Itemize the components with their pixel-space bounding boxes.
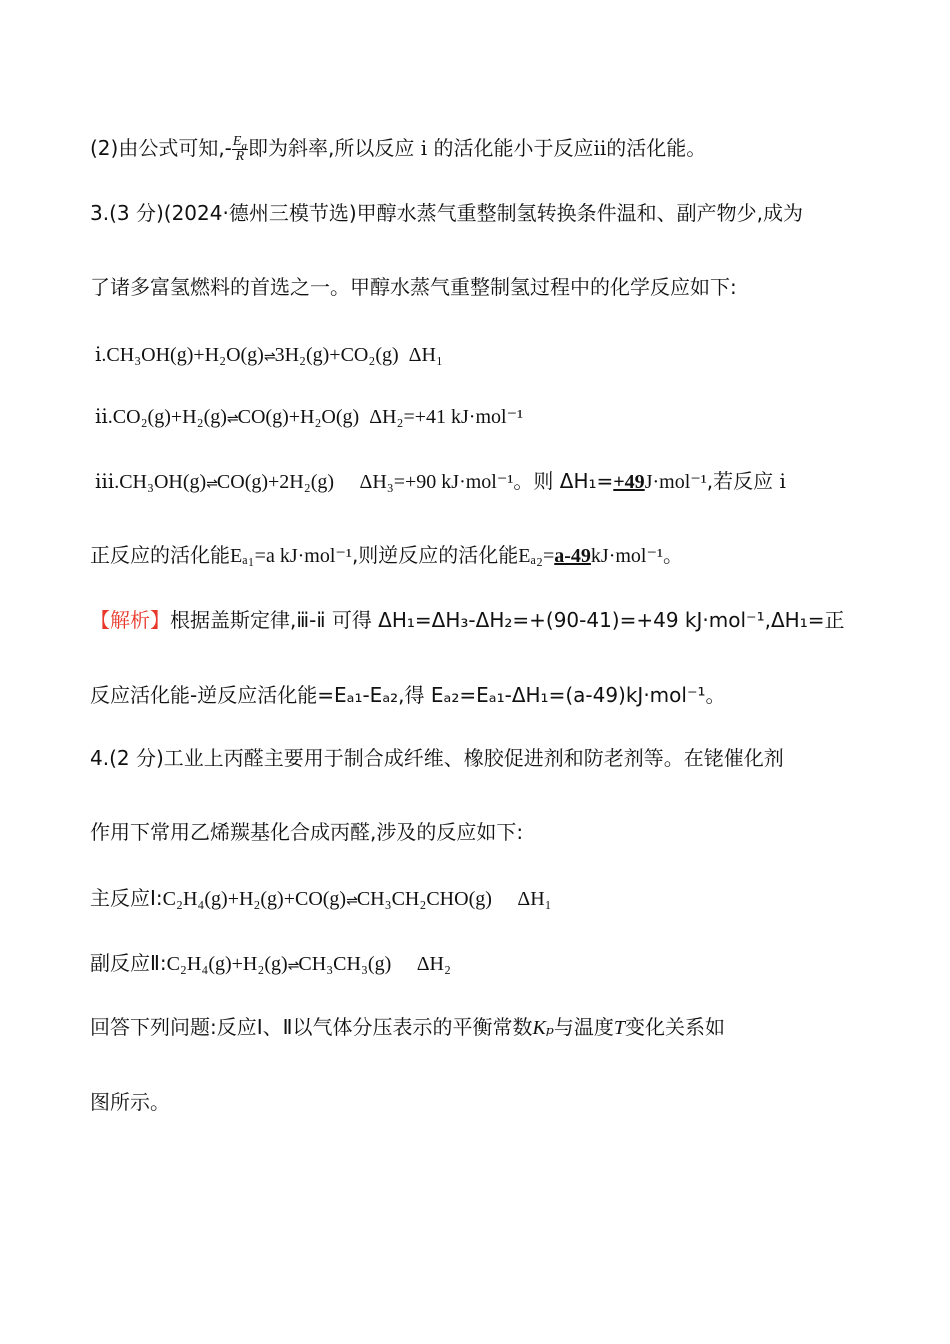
q4-question-text-b: 与温度	[553, 1015, 614, 1039]
main-reaction	[90, 883, 870, 916]
reaction-iii-tail: ,若反应	[706, 469, 774, 493]
reaction-iii-tail-label: ⅰ	[779, 471, 786, 493]
t-symbol: T	[613, 1017, 625, 1039]
q4-intro-line-2: 作用下常用乙烯羰基化合成丙醛,涉及的反应如下:	[90, 820, 524, 844]
ea1-expression: Eₐ₁=a kJ·mol⁻¹	[230, 545, 352, 567]
q2-line	[90, 133, 870, 164]
q3-line-5	[90, 540, 870, 571]
ea2-label: Eₐ₂=	[518, 545, 555, 567]
reaction-i-rhs: 3H₂(g)+CO₂(g)	[274, 344, 399, 366]
main-reaction-rhs: CH₃CH₂CHO(g)	[356, 888, 492, 910]
side-reaction-rhs: CH₃CH₃(g)	[298, 953, 392, 975]
q4-question-text: 回答下列问题:反应Ⅰ、Ⅱ以气体分压表示的平衡常数	[90, 1015, 533, 1039]
answer-ea2: a-49	[554, 545, 591, 567]
ea-over-r-fraction: $\frac{E_a}{R}$	[232, 134, 247, 164]
reaction-ii	[95, 402, 870, 434]
kp-symbol: Kₚ	[532, 1017, 554, 1039]
q2-text-mid: 即为斜率,所以反应	[247, 136, 415, 160]
q4-intro-line-1: 4.(2 分)工业上丙醛主要用于制合成纤维、橡胶促进剂和防老剂等。在铑催化剂	[90, 746, 784, 770]
q2-text-mid2: 的活化能小于反应	[433, 136, 594, 160]
equilibrium-arrow-icon: ⇌	[287, 958, 299, 974]
reaction-iii-rhs: CO(g)+2H₂(g)	[216, 471, 335, 493]
q3-line-5-text: 正反应的活化能	[90, 543, 230, 567]
q2-reaction-i-label: ⅰ	[420, 138, 428, 160]
reaction-iii-follow: 。则 ΔH₁=	[513, 469, 614, 493]
reaction-ii-rhs: CO(g)+H₂O(g)	[237, 406, 360, 428]
q2-prefix: (2)由公式可知,-	[90, 136, 232, 160]
q2-reaction-ii-label: ⅱ	[593, 138, 607, 160]
answer-dh1-unit: J·mol⁻¹	[644, 471, 707, 493]
main-reaction-dh: ΔH₁	[517, 888, 552, 910]
reaction-ii-dh: ΔH₂=+41 kJ·mol⁻¹	[369, 406, 524, 428]
q4-question-line-2: 图所示。	[90, 1090, 170, 1114]
side-reaction	[90, 948, 870, 981]
main-reaction-label: 主反应Ⅰ:	[90, 886, 163, 910]
reaction-ii-lhs: .CO₂(g)+H₂(g)	[107, 406, 227, 428]
equilibrium-arrow-icon: ⇌	[263, 349, 275, 365]
side-reaction-label: 副反应Ⅱ:	[90, 951, 167, 975]
main-reaction-lhs: C₂H₄(g)+H₂(g)+CO(g)	[162, 888, 347, 910]
analysis-line-2: 反应活化能-逆反应活化能=Eₐ₁-Eₐ₂,得 Eₐ₂=Eₐ₁-ΔH₁=(a-49)kJ·mol⁻¹。	[90, 683, 726, 707]
reaction-iii	[95, 466, 870, 499]
reaction-ii-label: ⅱ	[95, 406, 108, 428]
reaction-i	[95, 340, 870, 372]
reaction-i-dh: ΔH₁	[408, 344, 443, 366]
side-reaction-lhs: C₂H₄(g)+H₂(g)	[166, 953, 288, 975]
q3-line-5-mid: ,则逆反应的活化能	[351, 543, 519, 567]
q3-intro-line-1: 3.(3 分)(2024·德州三模节选)甲醇水蒸气重整制氢转换条件温和、副产物少,成为	[90, 201, 803, 225]
reaction-i-label: ⅰ	[95, 344, 102, 366]
q2-text-end: 的活化能。	[606, 136, 707, 160]
reaction-iii-label: ⅲ	[95, 471, 115, 493]
analysis-line-1	[90, 605, 870, 635]
side-reaction-dh: ΔH₂	[416, 953, 451, 975]
q4-question-line-1	[90, 1012, 870, 1043]
answer-dh1: +49	[613, 471, 645, 493]
analysis-tag: 【解析】	[90, 608, 170, 632]
q4-question-text-c: 变化关系如	[624, 1015, 725, 1039]
reaction-iii-dh: ΔH₃=+90 kJ·mol⁻¹	[359, 471, 514, 493]
analysis-text-1: 根据盖斯定律,ⅲ-ⅱ 可得 ΔH₁=ΔH₃-ΔH₂=+(90-41)=+49 kJ·mol⁻¹,ΔH₁=正	[170, 608, 845, 632]
answer-ea2-unit: kJ·mol⁻¹	[590, 545, 664, 567]
reaction-i-lhs: .CH₃OH(g)+H₂O(g)	[101, 344, 264, 366]
q3-line-5-end: 。	[663, 543, 684, 567]
equilibrium-arrow-icon: ⇌	[346, 893, 357, 909]
reaction-iii-lhs: .CH₃OH(g)	[114, 471, 207, 493]
equilibrium-arrow-icon: ⇌	[206, 476, 217, 492]
q3-intro-line-2: 了诸多富氢燃料的首选之一。甲醇水蒸气重整制氢过程中的化学反应如下:	[90, 275, 737, 299]
equilibrium-arrow-icon: ⇌	[226, 411, 238, 427]
